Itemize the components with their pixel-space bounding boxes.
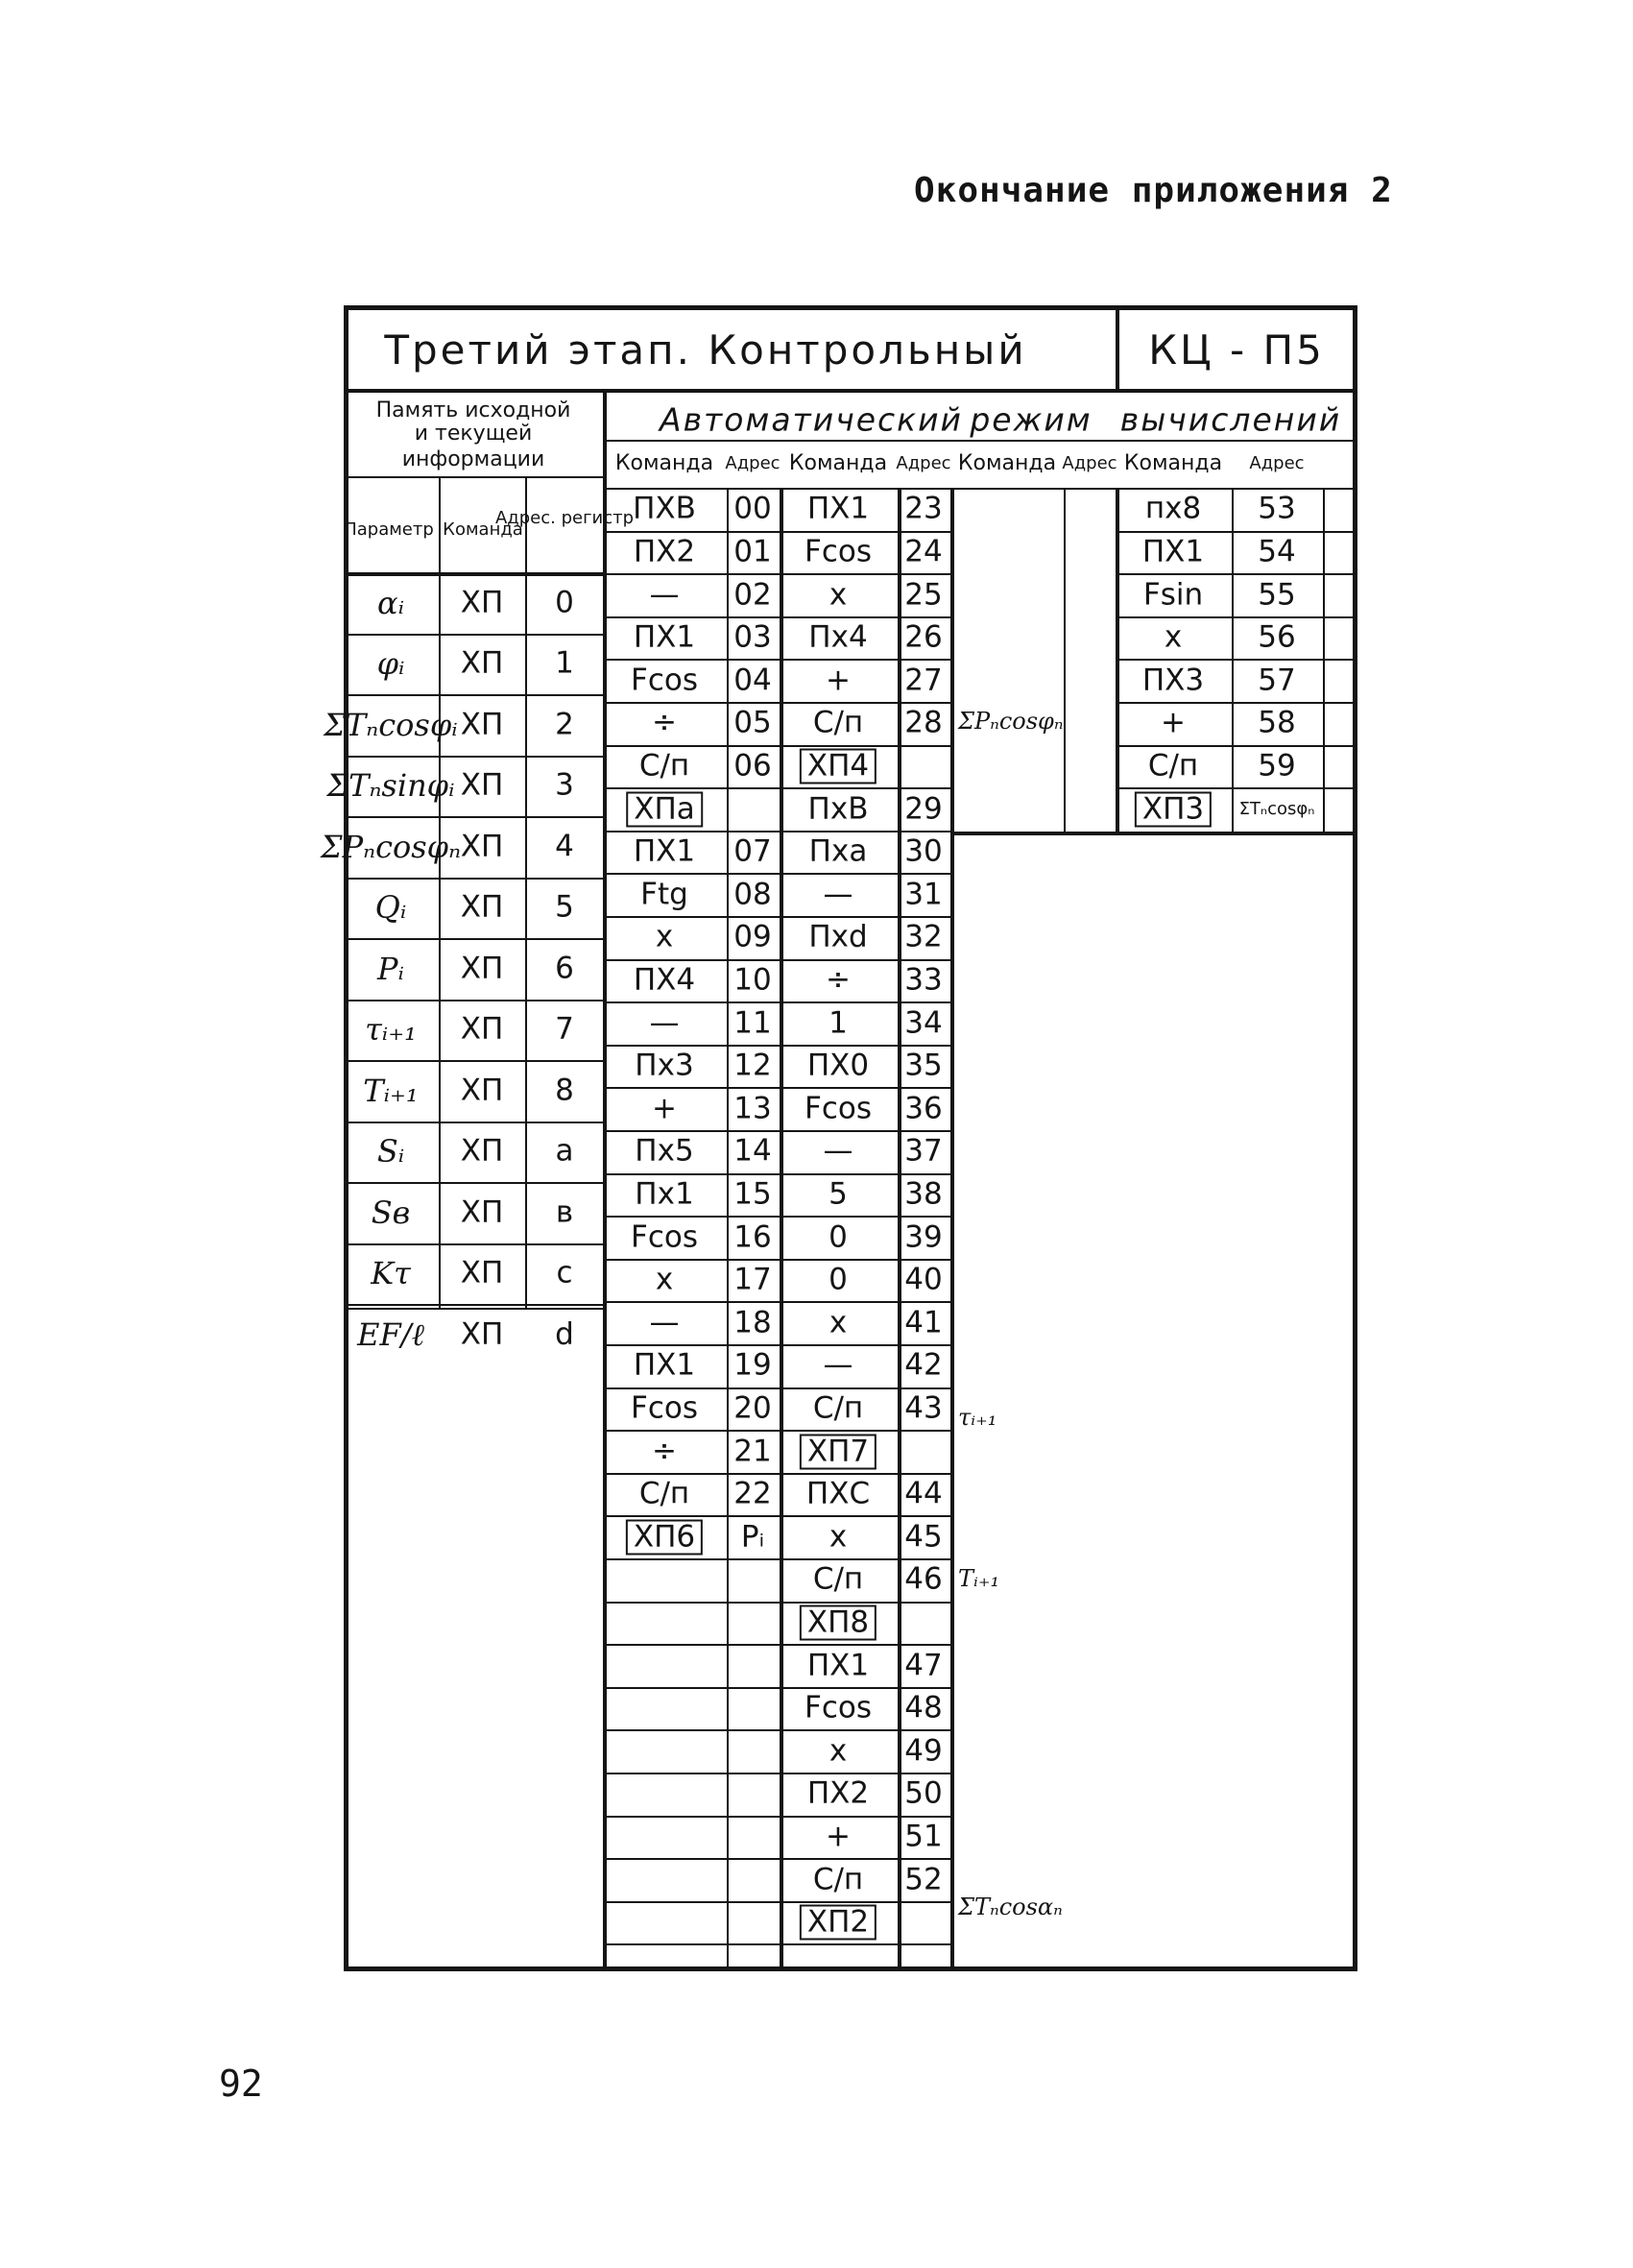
program-addr: 06 <box>733 748 772 784</box>
program-cmd: х <box>655 919 674 954</box>
column-header: Адрес <box>725 453 780 473</box>
table-row <box>344 1182 603 1184</box>
program-addr: 49 <box>904 1733 943 1769</box>
memory-cmd: ХП <box>460 951 504 986</box>
table-code: КЦ - П5 <box>1148 326 1325 374</box>
table-row-rule <box>603 1644 950 1646</box>
program-cmd: Пх5 <box>635 1133 694 1169</box>
memory-param: EF/ℓ <box>357 1315 424 1353</box>
column-header: Адрес <box>1062 453 1117 473</box>
col-divider <box>727 488 729 1971</box>
table-row-rule <box>603 1729 950 1731</box>
program-addr: 23 <box>904 491 943 526</box>
table-row-rule <box>1116 659 1357 661</box>
program-cmd: Ftg <box>640 877 688 912</box>
memory-reg: 3 <box>555 767 574 803</box>
program-cmd: х <box>1164 619 1183 655</box>
table-row-rule <box>603 616 950 618</box>
table-row-rule <box>603 1901 950 1903</box>
program-addr: 05 <box>733 705 772 740</box>
program-cmd: ПХ4 <box>633 962 696 998</box>
program-addr: 00 <box>733 491 772 526</box>
program-addr: 56 <box>1258 619 1296 655</box>
program-cmd: + <box>652 1091 677 1126</box>
program-cmd: — <box>823 1133 853 1169</box>
program-addr: 36 <box>904 1091 943 1126</box>
program-addr: 40 <box>904 1262 943 1297</box>
register-note: ΣTₙcosαₙ <box>958 1894 1063 1920</box>
program-cmd: ПХ1 <box>633 833 696 869</box>
program-addr: 41 <box>904 1305 943 1340</box>
program-addr: 18 <box>733 1305 772 1340</box>
column-header: Команда <box>614 451 714 475</box>
program-addr: 16 <box>733 1219 772 1254</box>
program-cmd: ÷ <box>652 705 677 740</box>
program-addr: 13 <box>733 1091 772 1126</box>
table-row-rule <box>1116 702 1357 704</box>
column-header: Адрес <box>896 453 951 473</box>
program-addr: 31 <box>904 877 943 912</box>
memory-cmd: ХП <box>460 1316 504 1352</box>
program-cmd: Пх1 <box>635 1176 694 1212</box>
program-cmd: ПХ2 <box>633 534 696 569</box>
memory-cmd: ХП <box>460 829 504 864</box>
program-addr: 21 <box>733 1434 772 1468</box>
program-cmd: Fcos <box>804 1091 872 1126</box>
memory-column-header: Команда <box>443 519 523 540</box>
program-addr: 08 <box>733 877 772 912</box>
memory-reg: 7 <box>555 1011 574 1047</box>
program-addr: 19 <box>733 1347 772 1383</box>
program-addr: 34 <box>904 1005 943 1040</box>
memory-reg: 5 <box>555 889 574 925</box>
table-row <box>344 816 603 818</box>
program-cmd: С/п <box>812 1862 864 1896</box>
program-cmd: ПХ0 <box>806 1048 870 1083</box>
table-row <box>344 694 603 696</box>
program-cmd: ХП7 <box>800 1434 877 1469</box>
program-addr: 28 <box>904 705 943 740</box>
program-cmd: Fcos <box>804 534 872 569</box>
memory-param: ΣTₙsinφᵢ <box>326 767 455 805</box>
program-cmd: С/п <box>812 1561 864 1597</box>
program-cmd: С/п <box>812 705 864 740</box>
program-cmd: Пх3 <box>635 1048 694 1083</box>
program-addr: 33 <box>904 962 943 998</box>
col-divider <box>780 488 783 1971</box>
program-cmd: Пха <box>808 833 868 869</box>
program-addr: 15 <box>733 1176 772 1212</box>
table-row <box>344 1243 603 1245</box>
program-cmd: + <box>826 1819 851 1854</box>
table-row-rule <box>603 573 950 575</box>
program-addr: 01 <box>733 534 772 569</box>
table-row-rule <box>603 702 950 704</box>
memory-param: ΣPₙcosφₙ <box>320 828 462 865</box>
table-row-rule <box>603 873 950 875</box>
mode-header-word: Автоматический <box>660 400 963 439</box>
table-row-rule <box>603 1515 950 1517</box>
memory-param: ΣTₙcosφᵢ <box>324 706 458 743</box>
program-addr: 54 <box>1258 534 1296 569</box>
memory-header-bottom <box>344 572 603 576</box>
table-row-rule <box>603 1473 950 1475</box>
program-cmd: С/п <box>638 748 690 784</box>
program-cmd: ХП8 <box>800 1604 877 1640</box>
program-cmd: С/п <box>638 1476 690 1511</box>
column-header: Адрес <box>1249 453 1305 473</box>
register-note: Tᵢ₊₁ <box>958 1565 1000 1592</box>
program-addr: 51 <box>904 1819 943 1854</box>
program-addr: 45 <box>904 1519 943 1555</box>
program-addr: 27 <box>904 663 943 698</box>
memory-reg: 2 <box>555 707 574 742</box>
table-row-rule <box>603 1558 950 1560</box>
program-addr: 24 <box>904 534 943 569</box>
memory-cmd: ХП <box>460 1073 504 1108</box>
program-cmd: х <box>829 1519 848 1555</box>
table-row-rule <box>603 1687 950 1689</box>
table-row-rule <box>603 1344 950 1346</box>
program-addr: 59 <box>1258 748 1296 784</box>
program-addr: 50 <box>904 1775 943 1811</box>
program-cmd: ПхВ <box>807 791 869 826</box>
table-row <box>344 878 603 880</box>
column-header: Команда <box>1123 451 1223 475</box>
table-row <box>344 756 603 758</box>
table-row-rule <box>603 1173 950 1175</box>
program-addr: 09 <box>733 919 772 954</box>
program-addr: 07 <box>733 833 772 869</box>
program-addr: 47 <box>904 1648 943 1682</box>
table-row-rule <box>1116 573 1357 575</box>
program-cmd: ПХ1 <box>633 619 696 655</box>
program-addr: 22 <box>733 1476 772 1511</box>
memory-cmd: ХП <box>460 1255 504 1291</box>
memory-param: αᵢ <box>376 584 405 621</box>
program-cmd: х <box>829 1733 848 1769</box>
memory-cmd: ХП <box>460 1194 504 1230</box>
memory-cmd: ХП <box>460 585 504 620</box>
program-cmd: ПХВ <box>633 491 696 526</box>
program-addr: 39 <box>904 1219 943 1254</box>
program-addr: 30 <box>904 833 943 869</box>
memory-param: Sв <box>371 1194 411 1231</box>
program-addr: 11 <box>733 1005 772 1040</box>
program-cmd: 0 <box>829 1262 848 1297</box>
program-cmd: ХП2 <box>800 1905 877 1941</box>
program-addr: 52 <box>904 1862 943 1896</box>
table-row-rule <box>603 1773 950 1774</box>
table-title: Третий этап. Контрольный <box>384 326 1027 374</box>
program-cmd: — <box>649 577 680 612</box>
memory-param: Tᵢ₊₁ <box>363 1072 419 1109</box>
program-cmd: х <box>655 1262 674 1297</box>
memory-reg: 4 <box>555 829 574 864</box>
table-row <box>344 634 603 636</box>
program-cmd: — <box>649 1305 680 1340</box>
program-cmd: Fsin <box>1142 577 1204 612</box>
column-header-rule <box>603 488 1357 490</box>
memory-cmd: ХП <box>460 889 504 925</box>
table-row-rule <box>603 831 950 832</box>
program-addr: 43 <box>904 1390 943 1426</box>
page-number: 92 <box>219 2063 263 2105</box>
table-row <box>344 1304 603 1306</box>
program-addr: 42 <box>904 1347 943 1383</box>
program-cmd: ÷ <box>826 962 851 998</box>
memory-column-header: Параметр <box>344 519 434 540</box>
title-divider <box>1116 305 1119 389</box>
program-addr: 29 <box>904 791 943 826</box>
register-note: ΣPₙcosφₙ <box>958 708 1064 735</box>
program-cmd: пх8 <box>1144 491 1202 526</box>
program-addr: 04 <box>733 663 772 698</box>
memory-header-line: и текущей <box>414 422 533 446</box>
table-row-rule <box>603 1816 950 1818</box>
program-addr: 03 <box>733 619 772 655</box>
memory-reg: c <box>556 1255 573 1291</box>
table-row-rule <box>603 787 950 789</box>
table-row-rule <box>603 1301 950 1303</box>
program-cmd: С/п <box>812 1390 864 1426</box>
program-cmd: ПХ1 <box>633 1347 696 1383</box>
table-row-rule <box>603 1430 950 1432</box>
table-row <box>344 938 603 940</box>
memory-cmd: ХП <box>460 707 504 742</box>
program-cmd: ПХ2 <box>806 1775 870 1811</box>
table-row-rule <box>1116 787 1357 789</box>
program-addr: 20 <box>733 1390 772 1426</box>
table-row-rule <box>603 916 950 918</box>
mode-header-word: вычислений <box>1119 400 1342 439</box>
table-row-rule <box>603 1216 950 1218</box>
memory-param: Qᵢ <box>374 889 407 927</box>
program-addr: 25 <box>904 577 943 612</box>
table-row-rule <box>603 1001 950 1003</box>
program-addr: 44 <box>904 1476 943 1511</box>
memory-param: Sᵢ <box>376 1133 405 1170</box>
memory-header-line: Память исходной <box>375 398 571 422</box>
table-row-rule <box>1116 531 1357 533</box>
table-row-rule <box>603 1602 950 1604</box>
program-cmd: ПХ1 <box>806 1648 870 1682</box>
program-cmd: — <box>649 1005 680 1040</box>
col-divider <box>898 488 901 1971</box>
program-cmd: — <box>823 877 853 912</box>
program-addr: 48 <box>904 1690 943 1725</box>
program-addr: Pᵢ <box>740 1519 765 1555</box>
memory-param: Kτ <box>371 1255 411 1292</box>
memory-cmd: ХП <box>460 767 504 803</box>
program-cmd: Fcos <box>804 1690 872 1725</box>
program-cmd: + <box>826 663 851 698</box>
memory-param: τᵢ₊₁ <box>365 1011 417 1049</box>
program-cmd: Fcos <box>631 663 698 698</box>
memory-column-header: Адрес. регистр <box>494 508 635 528</box>
col-divider <box>1064 488 1066 832</box>
memory-param: φᵢ <box>376 645 405 683</box>
program-addr: 58 <box>1258 705 1296 740</box>
program-cmd: ХП6 <box>626 1519 703 1555</box>
program-cmd: ÷ <box>652 1434 677 1468</box>
program-addr: 02 <box>733 577 772 612</box>
program-cmd: + <box>1161 705 1186 740</box>
table-row-rule <box>603 745 950 747</box>
table-row-rule <box>603 1943 950 1945</box>
program-addr: 14 <box>733 1133 772 1169</box>
program-cmd: ПХ1 <box>806 491 870 526</box>
table-row-rule <box>1116 745 1357 747</box>
memory-param: Pᵢ <box>377 950 404 987</box>
program-addr: 12 <box>733 1048 772 1083</box>
table-row-rule <box>603 959 950 961</box>
table-row <box>344 1060 603 1062</box>
memory-reg: 1 <box>555 645 574 681</box>
program-cmd: 5 <box>829 1176 848 1212</box>
table-row-rule <box>603 1259 950 1261</box>
program-cmd: ХП3 <box>1135 791 1212 827</box>
memory-bottom-rule <box>344 1308 603 1310</box>
program-cmd: 1 <box>829 1005 848 1040</box>
section-divider <box>603 389 607 1971</box>
table-row-rule <box>603 1045 950 1047</box>
memory-cmd: ХП <box>460 1133 504 1169</box>
col-divider <box>950 488 954 1971</box>
program-cmd: ПХ3 <box>1141 663 1205 698</box>
table-row-rule <box>603 1858 950 1860</box>
program-addr: 26 <box>904 619 943 655</box>
register-note: τᵢ₊₁ <box>958 1404 997 1431</box>
program-addr: ΣTₙcosφₙ <box>1238 798 1315 819</box>
program-addr: 55 <box>1258 577 1296 612</box>
memory-header-line: информации <box>401 447 545 471</box>
memory-reg: 6 <box>555 951 574 986</box>
program-addr: 57 <box>1258 663 1296 698</box>
mode-header-rule <box>603 440 1357 442</box>
table-row-rule <box>603 1387 950 1389</box>
table-row-rule <box>603 1130 950 1132</box>
memory-reg: в <box>555 1194 574 1230</box>
column-header: Команда <box>788 451 888 475</box>
program-addr: 17 <box>733 1262 772 1297</box>
program-addr: 32 <box>904 919 943 954</box>
program-cmd: С/п <box>1147 748 1199 784</box>
program-addr: 37 <box>904 1133 943 1169</box>
program-cmd: Пх4 <box>808 619 868 655</box>
table-row-rule <box>1116 616 1357 618</box>
program-addr: 10 <box>733 962 772 998</box>
block-bottom-rule <box>950 832 1357 835</box>
program-cmd: — <box>823 1347 853 1383</box>
table-row <box>344 1000 603 1001</box>
program-cmd: 0 <box>829 1219 848 1254</box>
program-cmd: ХП4 <box>800 748 877 784</box>
page-header: Окончание приложения 2 <box>914 171 1393 210</box>
table-row-rule <box>603 659 950 661</box>
program-cmd: ПХ1 <box>1141 534 1205 569</box>
title-row-rule <box>344 389 1357 393</box>
program-addr: 46 <box>904 1561 943 1597</box>
program-addr: 38 <box>904 1176 943 1212</box>
program-cmd: Fcos <box>631 1219 698 1254</box>
memory-reg: d <box>555 1316 574 1352</box>
memory-reg: 0 <box>555 585 574 620</box>
program-cmd: х <box>829 1305 848 1340</box>
memory-reg: 8 <box>555 1073 574 1108</box>
program-cmd: ПХС <box>805 1476 871 1511</box>
memory-header-rule <box>344 476 603 478</box>
table-row <box>344 1122 603 1123</box>
program-cmd: Пхd <box>808 919 868 954</box>
program-cmd: Fcos <box>631 1390 698 1426</box>
memory-reg: a <box>555 1133 574 1169</box>
mode-header-word: режим <box>970 400 1093 439</box>
memory-cmd: ХП <box>460 645 504 681</box>
program-cmd: х <box>829 577 848 612</box>
column-header: Команда <box>957 451 1057 475</box>
table-row-rule <box>603 531 950 533</box>
memory-cmd: ХП <box>460 1011 504 1047</box>
program-addr: 35 <box>904 1048 943 1083</box>
table-row-rule <box>603 1087 950 1089</box>
program-addr: 53 <box>1258 491 1296 526</box>
program-cmd: ХПа <box>626 791 703 827</box>
